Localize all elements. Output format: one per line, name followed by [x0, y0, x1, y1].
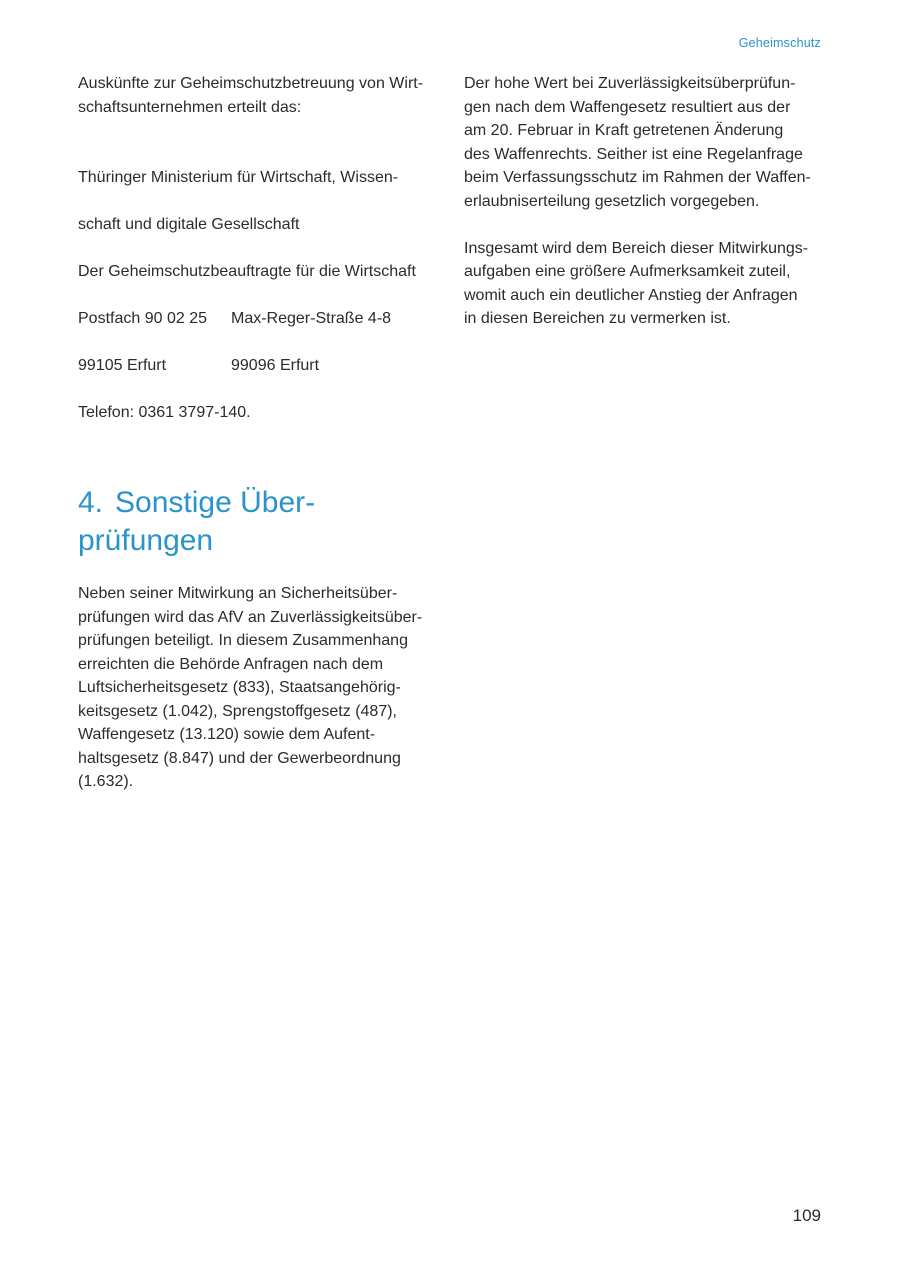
section-body-paragraph: Neben seiner Mitwirkung an Sicherheitsüber- prüfungen wird das AfV an Zuverlässigkeitsüber- prüfungen beteiligt. In diesem Zusammenhang erreichten die Behörde Anfragen nach dem Luftsicherheitsgesetz (833), Staatsangehörig- keitsgesetz (1.042), Sprengstoffgesetz (487), Waffengesetz (13.120) sowie dem Aufent- haltsgesetz (8.847) und der Gewerbeordnung (1.632).: [78, 585, 423, 790]
section-heading: [78, 484, 438, 560]
street-address: Max-Reger-Straße 4-8: [231, 310, 392, 327]
officer-title: Der Geheimschutzbeauftragte für die Wirtschaft: [78, 263, 416, 280]
section-title-line1: Sonstige Über-: [115, 486, 316, 519]
page-number: 109: [792, 1206, 821, 1225]
waffengesetz-paragraph: Der hohe Wert bei Zuverlässigkeitsüberprüfun- gen nach dem Waffengesetz resultiert aus der am 20. Februar in Kraft getretenen Änderung des Waffenrechts. Seither ist eine Regelanfrage beim Verfassungsschutz im Rahmen der Waffen- erlaubniserteilung gesetzlich vorgegeben.: [464, 75, 811, 210]
section-title-line2: prüfungen: [78, 524, 214, 557]
address-row: [78, 307, 438, 331]
left-column: [78, 72, 438, 817]
postal-city-postfach: 99105 Erfurt: [78, 357, 167, 374]
section-number: 4.: [78, 486, 104, 519]
ministry-name-line2: schaft und digitale Gesellschaft: [78, 216, 300, 233]
phone-number: Telefon: 0361 3797-140.: [78, 404, 251, 421]
ministry-name-line1: Thüringer Ministerium für Wirtschaft, Wissen-: [78, 169, 399, 186]
address-row: [78, 354, 438, 378]
postal-city-street: 99096 Erfurt: [231, 357, 320, 374]
running-header: Geheimschutz: [738, 36, 821, 50]
intro-paragraph: Auskünfte zur Geheimschutzbetreuung von Wirt- schaftsunternehmen erteilt das:: [78, 75, 424, 116]
address-block: [78, 143, 438, 449]
right-column: [464, 72, 824, 354]
mitwirkungsaufgaben-paragraph: Insgesamt wird dem Bereich dieser Mitwirkungs- aufgaben eine größere Aufmerksamkeit zuteil, womit auch ein deutlicher Anstieg der Anfragen in diesen Bereichen zu vermerken ist.: [464, 239, 809, 327]
postfach: Postfach 90 02 25: [78, 310, 207, 327]
